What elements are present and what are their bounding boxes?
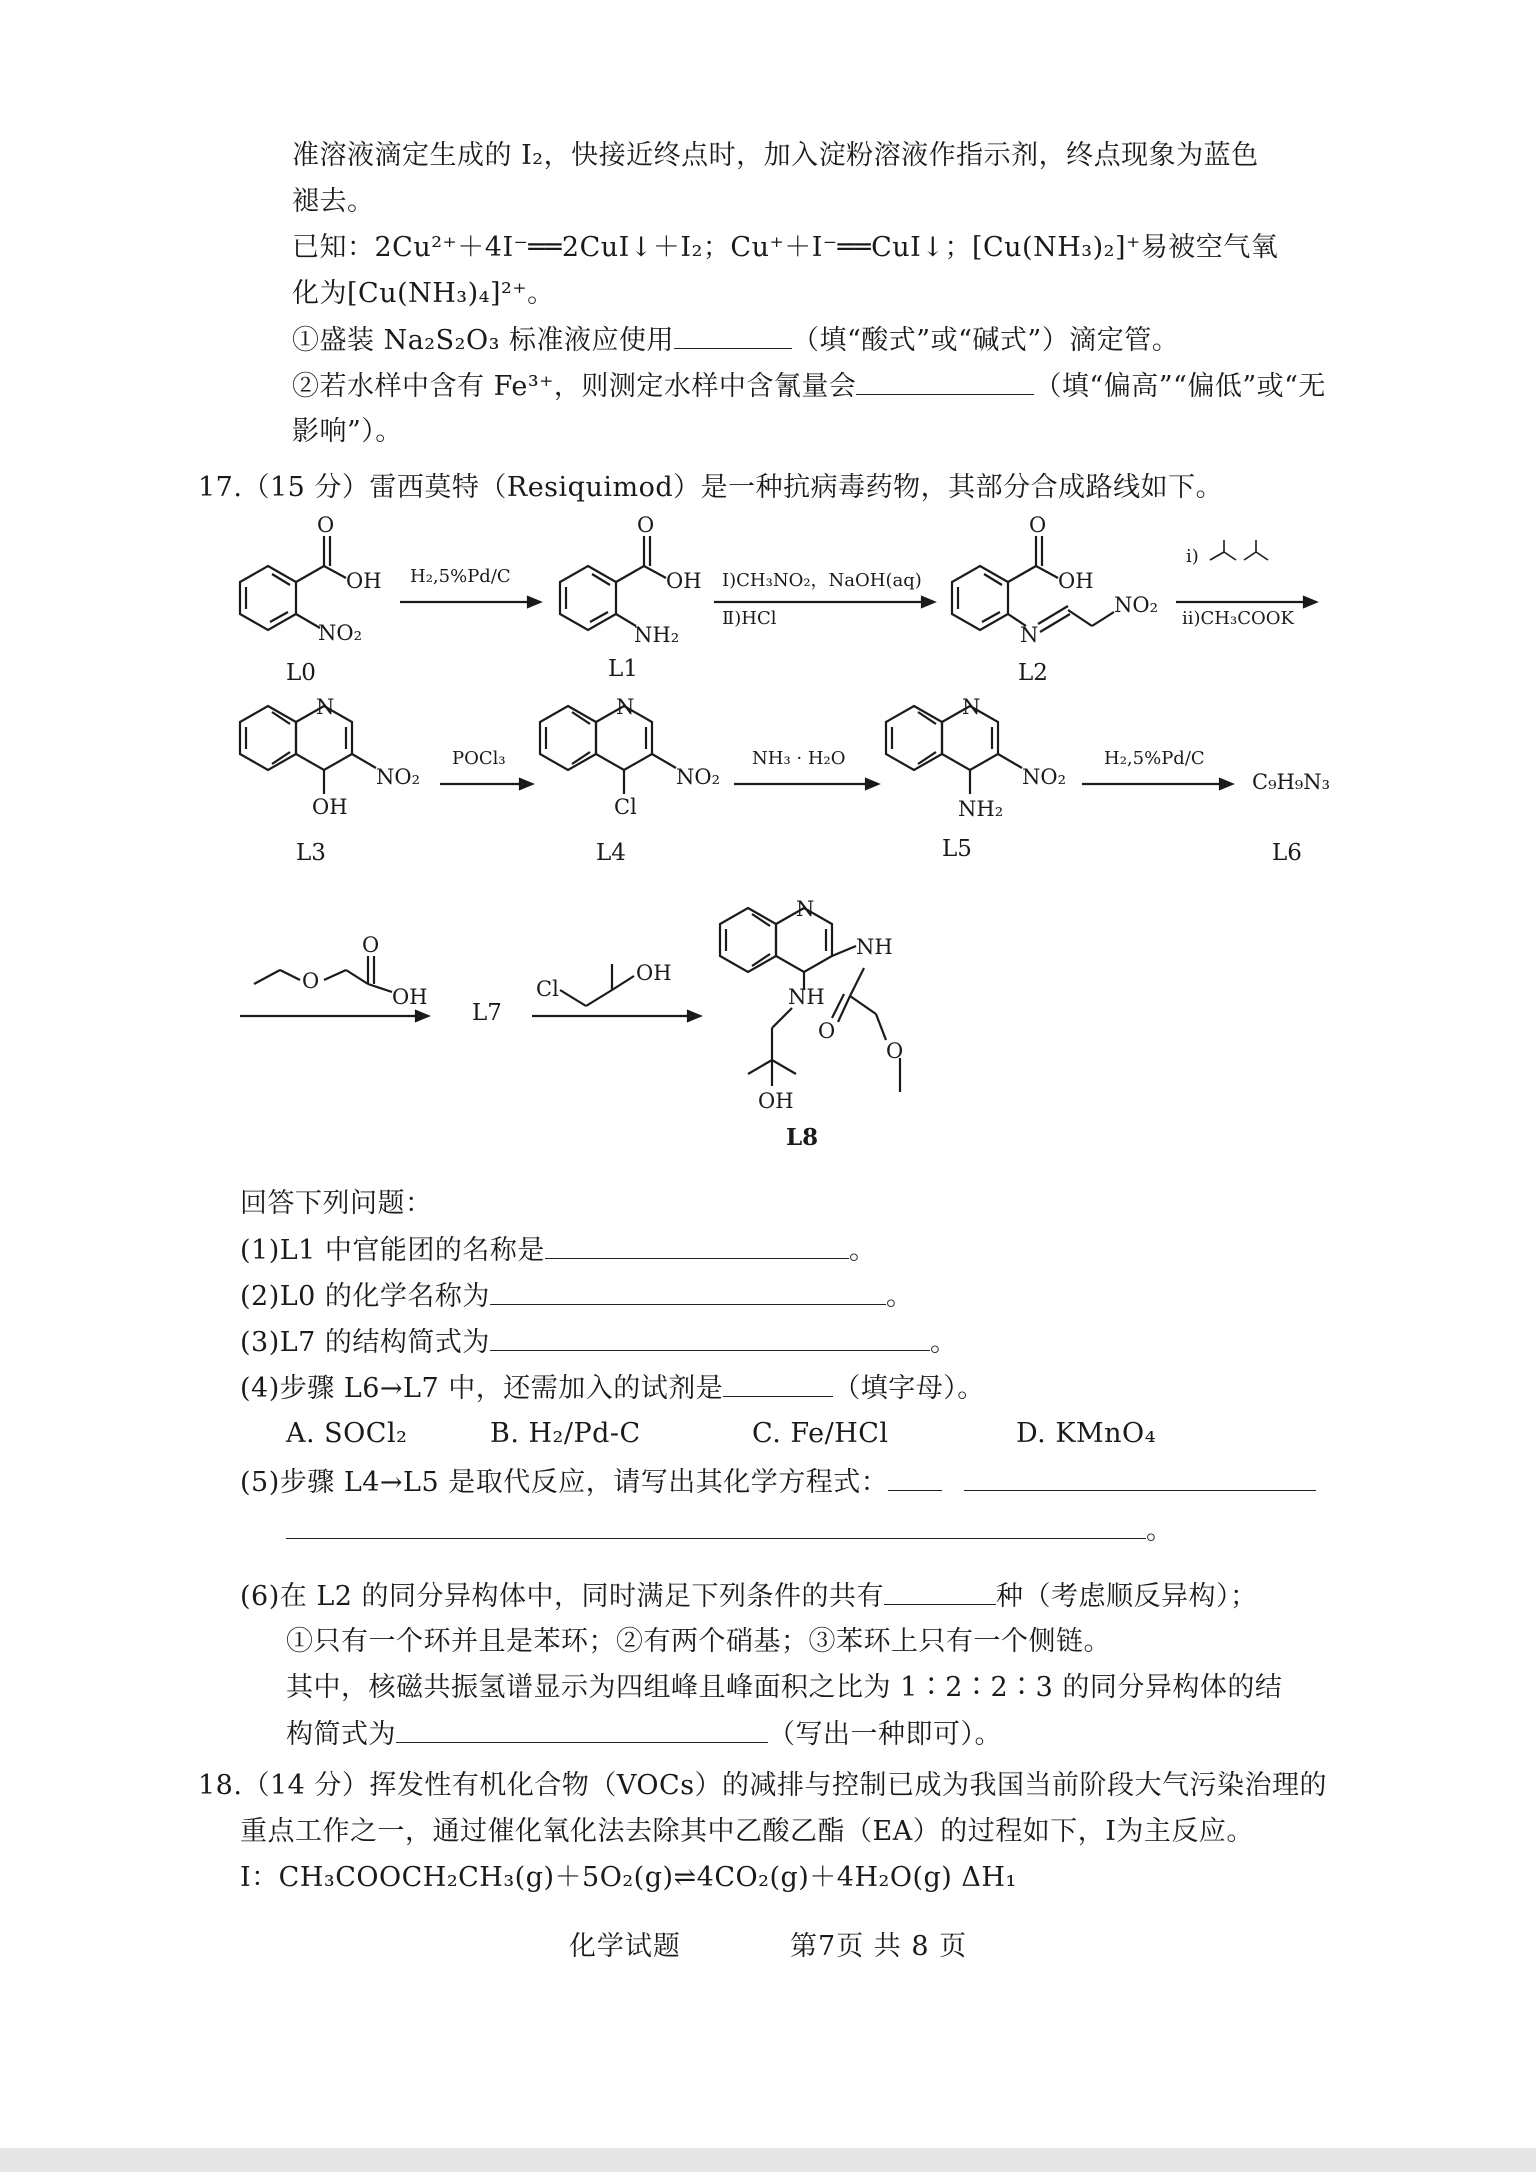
reagent-OH: OH bbox=[636, 961, 672, 985]
q17-p1-tail: 。 bbox=[848, 1235, 877, 1266]
L0-NO2: NO₂ bbox=[318, 621, 363, 645]
q18-line2: 重点工作之一，通过催化氧化法去除其中乙酸乙酯（EA）的过程如下，Ⅰ为主反应。 bbox=[240, 1816, 1254, 1847]
q17-p2 bbox=[240, 1278, 913, 1315]
acid-OH: OH bbox=[392, 985, 428, 1009]
q17-p5-blank-b[interactable] bbox=[964, 1464, 1316, 1491]
q16-sub2-line2: 影响”）。 bbox=[292, 416, 403, 447]
L5-ring-N: N bbox=[962, 695, 981, 719]
q17-p6-text: (6)在 L2 的同分异构体中，同时满足下列条件的共有 bbox=[240, 1581, 885, 1612]
q18-line1: 18.（14 分）挥发性有机化合物（VOCs）的减排与控制已成为我国当前阶段大气污染治理的 bbox=[198, 1770, 1328, 1801]
q17-p2-text: (2)L0 的化学名称为 bbox=[240, 1281, 490, 1312]
q16-sub2-tail: （填“偏高”“偏低”或“无 bbox=[1034, 371, 1326, 402]
L1-OH: OH bbox=[666, 569, 702, 593]
q17-p5-blank-c[interactable] bbox=[286, 1512, 1146, 1539]
q17-p5-tail: 。 bbox=[1146, 1515, 1174, 1546]
L8-ring-N: N bbox=[796, 897, 815, 921]
footer-page: 第7页 共 8 页 bbox=[790, 1931, 968, 1962]
structure-L4 bbox=[540, 706, 676, 794]
q17-p6-blank[interactable] bbox=[884, 1578, 996, 1605]
L8-ether-O: O bbox=[886, 1039, 904, 1063]
label-L1: L1 bbox=[608, 656, 638, 682]
q17-p5-line2 bbox=[286, 1512, 1174, 1549]
q17-p3-tail: 。 bbox=[929, 1327, 958, 1358]
q17-p6-structure bbox=[286, 1716, 1002, 1753]
q17-p2-tail: 。 bbox=[885, 1281, 914, 1312]
label-L7: L7 bbox=[472, 1000, 502, 1026]
q17-option-C: C. Fe/HCl bbox=[752, 1418, 889, 1449]
page-footer bbox=[0, 1924, 1536, 1963]
reagent-1: H₂,5%Pd/C bbox=[410, 566, 511, 587]
label-L4: L4 bbox=[596, 840, 626, 866]
scan-bottom-band bbox=[0, 2148, 1536, 2172]
structure-L0 bbox=[240, 536, 346, 630]
L4-ring-N: N bbox=[616, 695, 635, 719]
q16-text-line1: 准溶液滴定生成的 I₂，快接近终点时，加入淀粉溶液作指示剂，终点现象为蓝色 bbox=[292, 140, 1259, 171]
reagent-4: POCl₃ bbox=[452, 748, 506, 769]
answer-intro: 回答下列问题： bbox=[240, 1188, 433, 1219]
L3-OH: OH bbox=[312, 795, 348, 819]
q18-reaction-1: Ⅰ：CH₃COOCH₂CH₃(g)＋5O₂(g)⇌4CO₂(g)＋4H₂O(g) ΔH₁ bbox=[240, 1862, 1017, 1893]
label-L0: L0 bbox=[286, 660, 316, 686]
L3-ring-N: N bbox=[316, 695, 335, 719]
q17-p6-structure-text: 构简式为 bbox=[286, 1719, 396, 1750]
L3-NO2: NO₂ bbox=[376, 765, 421, 789]
q17-p6-structure-blank[interactable] bbox=[396, 1716, 768, 1743]
q17-p1 bbox=[240, 1232, 876, 1269]
L4-Cl: Cl bbox=[614, 795, 637, 819]
q17-header: 17.（15 分）雷西莫特（Resiquimod）是一种抗病毒药物，其部分合成路线如下。 bbox=[198, 472, 1224, 503]
structure-L3 bbox=[240, 706, 376, 794]
q16-sub2-text: ②若水样中含有 Fe³⁺，则测定水样中含氰量会 bbox=[292, 371, 857, 402]
q17-p2-blank[interactable] bbox=[490, 1278, 886, 1305]
q16-sub1-tail: （填“酸式”或“碱式”）滴定管。 bbox=[792, 325, 1180, 356]
reagent-2b: Ⅱ)HCl bbox=[722, 608, 777, 629]
label-L8: L8 bbox=[786, 1124, 819, 1151]
ethoxyacetic-acid bbox=[254, 956, 392, 992]
reagent-6: H₂,5%Pd/C bbox=[1104, 748, 1205, 769]
q17-p1-text: (1)L1 中官能团的名称是 bbox=[240, 1235, 545, 1266]
label-L5: L5 bbox=[942, 836, 972, 862]
reagent-Cl: Cl bbox=[536, 977, 559, 1001]
L1-carbonyl-O: O bbox=[637, 513, 655, 537]
q17-p6-structure-tail: （写出一种即可）。 bbox=[768, 1719, 1002, 1750]
q17-p4 bbox=[240, 1370, 985, 1407]
label-L3: L3 bbox=[296, 840, 326, 866]
label-L2: L2 bbox=[1018, 660, 1048, 686]
structure-L5 bbox=[886, 706, 1022, 794]
L8-OH: OH bbox=[758, 1089, 794, 1113]
q17-option-A: A. SOCl₂ bbox=[286, 1418, 408, 1449]
reagent-3b: ⅱ)CH₃COOK bbox=[1182, 608, 1294, 629]
L8-amide-O: O bbox=[818, 1019, 836, 1043]
L8-amide-NH: NH bbox=[856, 935, 893, 959]
q17-p6-conditions: ①只有一个环并且是苯环；②有两个硝基；③苯环上只有一个侧链。 bbox=[286, 1626, 1111, 1657]
label-L6: L6 bbox=[1272, 840, 1302, 866]
q16-sub1-text: ①盛装 Na₂S₂O₃ 标准液应使用 bbox=[292, 325, 674, 356]
L6-formula: C₉H₉N₃ bbox=[1252, 770, 1331, 794]
L0-OH: OH bbox=[346, 569, 382, 593]
acetic-anhydride bbox=[1210, 540, 1268, 560]
q17-p3-text: (3)L7 的结构简式为 bbox=[240, 1327, 490, 1358]
chloro-alcohol bbox=[560, 964, 634, 1006]
L2-NO2: NO₂ bbox=[1114, 593, 1159, 617]
q17-p6-nmr: 其中，核磁共振氢谱显示为四组峰且峰面积之比为 1∶2∶2∶3 的同分异构体的结 bbox=[286, 1672, 1283, 1703]
L0-carbonyl-O: O bbox=[317, 513, 335, 537]
structure-L1 bbox=[560, 536, 666, 630]
footer-subject: 化学试题 bbox=[568, 1931, 681, 1962]
q17-p5-blank-a[interactable] bbox=[888, 1464, 942, 1491]
q17-p4-text: (4)步骤 L6→L7 中，还需加入的试剂是 bbox=[240, 1373, 724, 1404]
q17-p5 bbox=[240, 1464, 1316, 1501]
q16-known-line2: 化为[Cu(NH₃)₄]²⁺。 bbox=[292, 278, 555, 309]
acid-carbonyl-O: O bbox=[362, 933, 380, 957]
q16-text-line2: 褪去。 bbox=[292, 186, 375, 217]
L2-OH: OH bbox=[1058, 569, 1094, 593]
reagent-3a: ⅰ) bbox=[1186, 546, 1199, 567]
L1-NH2: NH₂ bbox=[634, 623, 680, 647]
L4-NO2: NO₂ bbox=[676, 765, 721, 789]
L8-amine-NH: NH bbox=[788, 985, 825, 1009]
reagent-5: NH₃ · H₂O bbox=[752, 748, 846, 769]
q17-option-D: D. KMnO₄ bbox=[1016, 1418, 1157, 1449]
q17-p3-blank[interactable] bbox=[490, 1324, 930, 1351]
q16-known-line1: 已知：2Cu²⁺＋4I⁻══2CuI↓＋I₂；Cu⁺＋I⁻══CuI↓；[Cu(NH₃)₂]⁺易被空气氧 bbox=[292, 232, 1279, 263]
L5-NH2: NH₂ bbox=[958, 797, 1004, 821]
q17-p4-blank[interactable] bbox=[723, 1370, 833, 1397]
q17-p4-tail: （填字母）。 bbox=[833, 1373, 985, 1404]
q17-p6 bbox=[240, 1578, 1258, 1615]
q17-option-B: B. H₂/Pd-C bbox=[490, 1418, 641, 1449]
L2-carbonyl-O: O bbox=[1029, 513, 1047, 537]
L2-N: N bbox=[1020, 623, 1039, 647]
ethoxy-O: O bbox=[302, 969, 320, 993]
q17-p3 bbox=[240, 1324, 957, 1361]
reagent-2a: Ⅰ)CH₃NO₂，NaOH(aq) bbox=[722, 570, 922, 591]
L5-NO2: NO₂ bbox=[1022, 765, 1067, 789]
q17-p1-blank[interactable] bbox=[545, 1232, 849, 1259]
q17-p5-text: (5)步骤 L4→L5 是取代反应，请写出其化学方程式： bbox=[240, 1467, 889, 1498]
q17-p6-tail: 种（考虑顺反异构）； bbox=[996, 1581, 1258, 1612]
